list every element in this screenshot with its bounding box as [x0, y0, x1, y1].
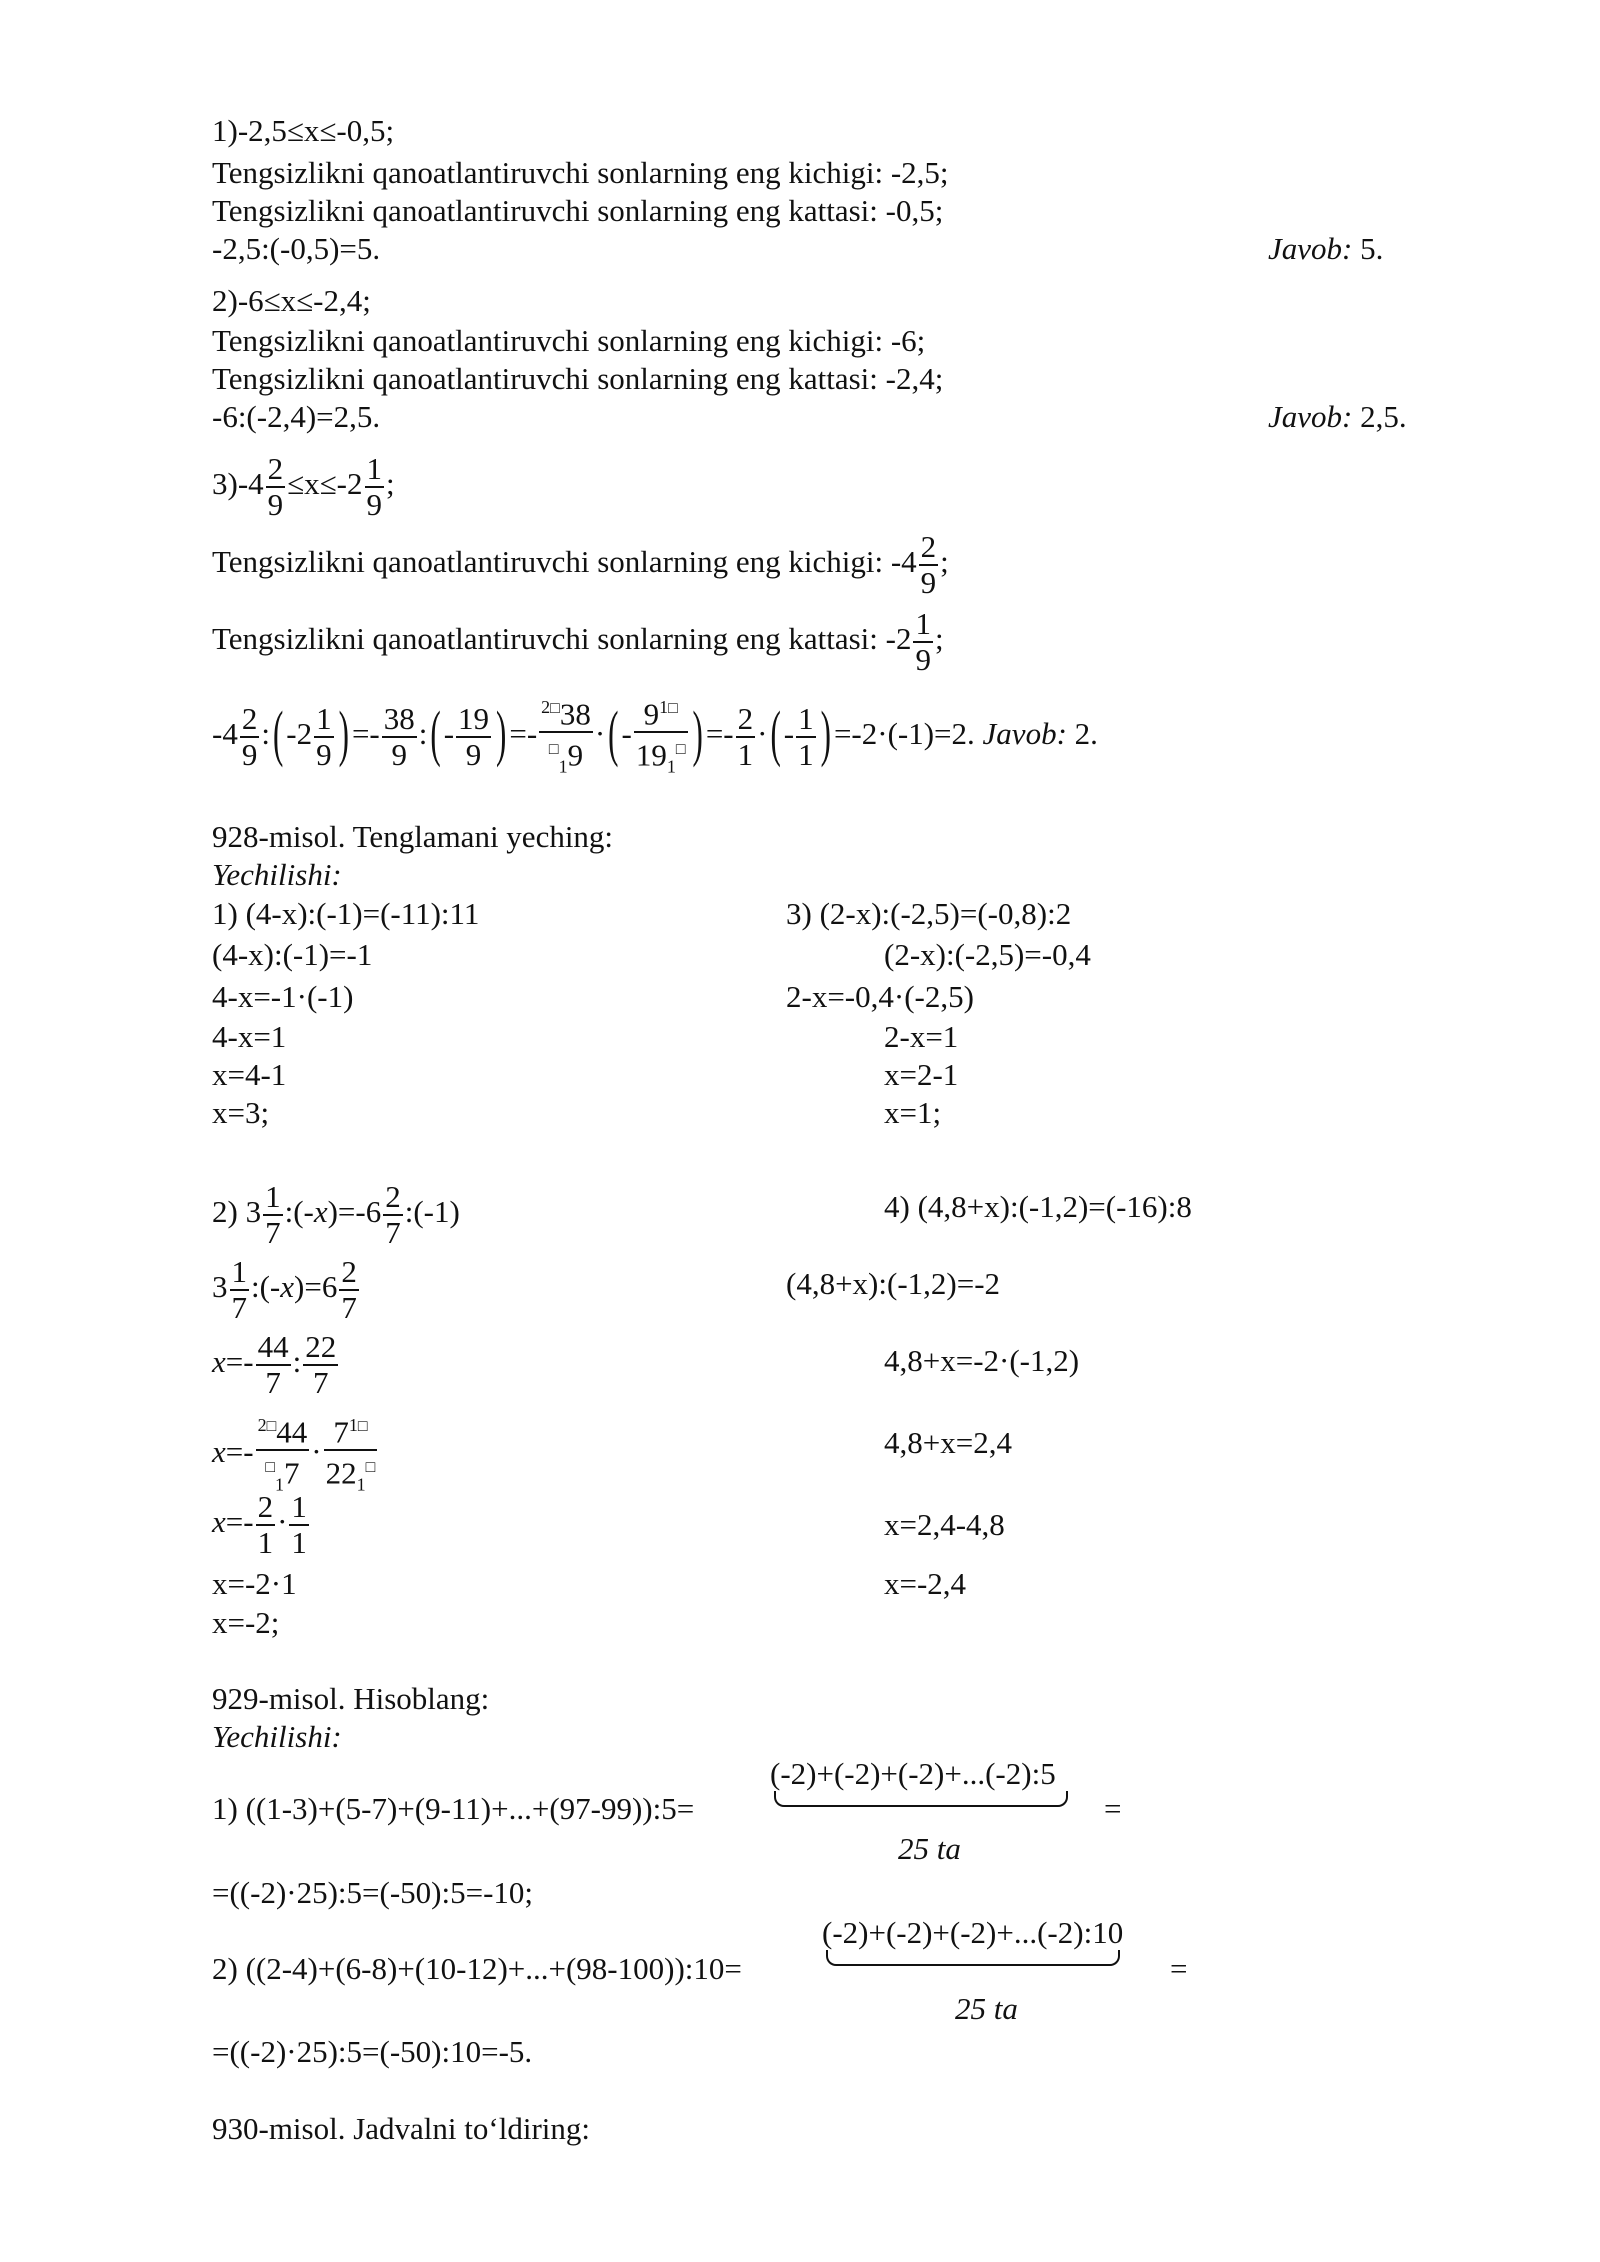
line-11: Tengsizlikni qanoatlantiruvchi sonlarning eng kattasi: -2 $\frac{1}{9}$ ;: [212, 606, 944, 677]
expr2-left: 2) ((2-4)+(6-8)+(10-12)+...+(98-100)):10=: [212, 1951, 742, 1986]
eq2-line-2: 3 $\frac{1}{7}$ :(-x)=6 $\frac{2}{7}$: [212, 1254, 357, 1325]
line-6: Tengsizlikni qanoatlantiruvchi sonlarning eng kichigi: -6;: [212, 323, 926, 358]
eq1-line-1: 1) (4-x):(-1)=(-11):11: [212, 896, 480, 931]
answer-label: Javob:: [982, 716, 1067, 752]
eq1-line-5: x=4-1: [212, 1057, 287, 1092]
fraction: $\frac{2}{9}$: [267, 451, 284, 522]
answer-value: 5.: [1360, 231, 1384, 266]
eq3-line-1: 3) (2-x):(-2,5)=(-0,8):2: [786, 896, 1072, 931]
expr-part: 3)-4: [212, 466, 264, 502]
expr2-result: =((-2)·25):5=(-50):10=-5.: [212, 2034, 533, 2069]
fraction: $\frac{1}{1}$: [798, 700, 814, 772]
fraction: $\frac{2}{1}$: [737, 700, 754, 772]
fraction: $\frac{1}{9}$: [366, 451, 383, 522]
eq4-line-3: 4,8+x=-2·(-1,2): [884, 1343, 1080, 1378]
expr-part: Tengsizlikni qanoatlantiruvchi sonlarning eng kattasi: -2: [212, 621, 912, 657]
expr-part: ;: [386, 466, 395, 502]
fraction: $\frac{^{2□}38}{^□_19}$: [539, 690, 593, 784]
eq3-line-3: 2-x=-0,4·(-2,5): [786, 979, 974, 1014]
answer-label: Javob:: [1268, 399, 1353, 434]
expr2-top: (-2)+(-2)+(-2)+...(-2):10: [822, 1915, 1124, 1950]
answer-label: Javob:: [1268, 231, 1353, 266]
answer-value: 2,5.: [1360, 399, 1407, 434]
expr1-eq: =: [1104, 1791, 1122, 1826]
line-8: -6:(-2,4)=2,5.: [212, 399, 381, 434]
eq3-line-6: x=1;: [884, 1095, 942, 1130]
expr1-bottom: 25 ta: [898, 1831, 961, 1866]
eq4-line-4: 4,8+x=2,4: [884, 1425, 1012, 1460]
line-2: Tengsizlikni qanoatlantiruvchi sonlarning eng kichigi: -2,5;: [212, 155, 949, 190]
section-929-title: 929-misol. Hisoblang:: [212, 1681, 490, 1716]
answer-value: 2.: [1074, 716, 1098, 752]
expr1-result: =((-2)·25):5=(-50):5=-10;: [212, 1875, 534, 1910]
section-928-title: 928-misol. Tenglamani yeching:: [212, 819, 614, 854]
eq1-line-6: x=3;: [212, 1095, 270, 1130]
eq4-line-6: x=-2,4: [884, 1566, 967, 1601]
eq1-line-2: (4-x):(-1)=-1: [212, 937, 373, 972]
eq4-line-2: (4,8+x):(-1,2)=-2: [786, 1266, 1001, 1301]
eq2-line-3: x=- $\frac{44}{7}$ : $\frac{22}{7}$: [212, 1329, 337, 1400]
answer-2: [1268, 398, 1407, 436]
section-930-title: 930-misol. Jadvalni to‘ldiring:: [212, 2111, 590, 2146]
expr-part: Tengsizlikni qanoatlantiruvchi sonlarning eng kichigi: -4: [212, 544, 917, 580]
eq2-line-5: x=- $\frac{2}{1}$ · $\frac{1}{1}$: [212, 1489, 307, 1560]
eq4-line-5: x=2,4-4,8: [884, 1507, 1005, 1542]
expr-part: ≤x≤-2: [287, 466, 363, 502]
fraction: $\frac{1}{9}$: [316, 700, 332, 772]
expr2-eq: =: [1170, 1951, 1188, 1986]
line-4: -2,5:(-0,5)=5.: [212, 231, 381, 266]
section-928-subtitle: Yechilishi:: [212, 857, 342, 892]
eq3-line-4: 2-x=1: [884, 1019, 959, 1054]
eq1-line-4: 4-x=1: [212, 1019, 287, 1054]
answer-1: [1268, 230, 1383, 268]
line-10: Tengsizlikni qanoatlantiruvchi sonlarning eng kichigi: -4 $\frac{2}{9}$ ;: [212, 529, 949, 600]
expr1-left: 1) ((1-3)+(5-7)+(9-11)+...+(97-99)):5=: [212, 1791, 695, 1826]
eq2-line-6: x=-2·1: [212, 1566, 297, 1601]
line-1: 1)-2,5≤x≤-0,5;: [212, 113, 395, 148]
eq3-line-5: x=2-1: [884, 1057, 959, 1092]
expr1-top: (-2)+(-2)+(-2)+...(-2):5: [770, 1756, 1056, 1791]
underbrace: [826, 1950, 1120, 1966]
fraction: $\frac{2}{9}$: [241, 700, 258, 772]
eq3-line-2: (2-x):(-2,5)=-0,4: [884, 937, 1091, 972]
eq4-line-1: 4) (4,8+x):(-1,2)=(-16):8: [884, 1189, 1192, 1224]
eq2-line-1: 2) 3 $\frac{1}{7}$ :(-x)=-6 $\frac{2}{7}$ :(-1): [212, 1179, 460, 1250]
fraction: $\frac{19}{9}$: [458, 700, 490, 772]
underbrace: [774, 1791, 1068, 1807]
eq2-line-7: x=-2;: [212, 1605, 280, 1640]
line-7: Tengsizlikni qanoatlantiruvchi sonlarning eng kattasi: -2,4;: [212, 361, 944, 396]
fraction: $\frac{1}{9}$: [915, 606, 931, 677]
fraction: $\frac{2}{9}$: [920, 529, 937, 600]
expr2-bottom: 25 ta: [955, 1991, 1018, 2026]
fraction: $\frac{38}{9}$: [383, 700, 415, 772]
eq1-line-3: 4-x=-1·(-1): [212, 979, 354, 1014]
line-3: Tengsizlikni qanoatlantiruvchi sonlarning eng kattasi: -0,5;: [212, 193, 944, 228]
line-12: -4 $\frac{2}{9}$ :(-2 $\frac{1}{9}$ )=- $\frac{38}{9}$ :(- $\frac{19}{9}$ )=- $\frac{^{2□}38}{^□_19}$ ·(- $\frac{9^{1□}}{19_1^□}$ )=- $\frac{2}{1}$ ·(- $\frac{1}{1}$ )=-2·(-1)=2. Javob: 2.: [212, 690, 1098, 784]
line-5: 2)-6≤x≤-2,4;: [212, 283, 371, 318]
line-9: [212, 452, 395, 522]
section-929-subtitle: Yechilishi:: [212, 1719, 342, 1754]
fraction: $\frac{9^{1□}}{19_1^□}$: [634, 690, 688, 784]
eq2-line-4: x=- $\frac{^{2□}44}{^□_17}$ · $\frac{7^{1□}}{22_1^□}$: [212, 1408, 379, 1502]
